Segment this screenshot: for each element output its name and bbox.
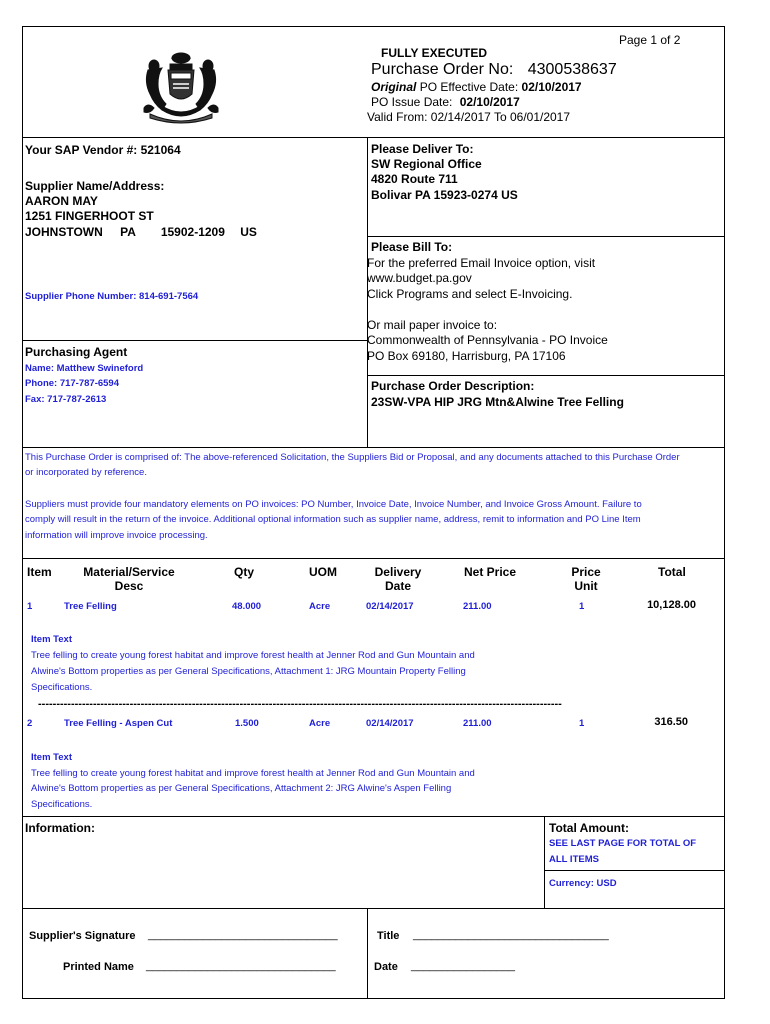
- row-2-desc: Tree Felling - Aspen Cut: [64, 718, 173, 729]
- agent-fax: Fax: 717-787-2613: [25, 394, 107, 405]
- row-2-text-line-3: Specifications.: [31, 799, 93, 810]
- bill-line-5: Commonwealth of Pennsylvania - PO Invoice: [367, 333, 608, 347]
- row-1-uom: Acre: [309, 601, 331, 612]
- header-desc-line-1: Material/Service: [83, 565, 175, 579]
- header-item: Item: [27, 565, 52, 579]
- supplier-signature-label: Supplier's Signature: [29, 930, 136, 942]
- original-label: Original: [371, 80, 417, 94]
- bill-line-1: For the preferred Email Invoice option, visit: [367, 256, 596, 270]
- coat-of-arms-seal: [140, 48, 222, 128]
- header-uom: UOM: [309, 565, 337, 579]
- header-delivery: [360, 565, 436, 593]
- supplier-city-line: [25, 225, 257, 239]
- row-1-price-unit: 1: [579, 601, 585, 612]
- header-delivery-line-2: Date: [384, 579, 411, 593]
- row-2-net-price: 211.00: [463, 718, 492, 729]
- row-1-text-line-2: Alwine's Bottom properties as per General Specifications, Attachment 1: JRG Mountain Property Felling: [31, 666, 466, 677]
- total-note-line-2: ALL ITEMS: [549, 854, 599, 865]
- supplier-phone: Supplier Phone Number: 814-691-7564: [25, 291, 199, 302]
- total-note-line-1: SEE LAST PAGE FOR TOTAL OF: [549, 838, 697, 849]
- header-delivery-line-1: Delivery: [374, 565, 422, 579]
- terms-p1-line-2: or incorporated by reference.: [25, 467, 147, 478]
- total-column-divider: [544, 816, 545, 908]
- supplier-heading: Supplier Name/Address:: [25, 179, 165, 193]
- table-top-divider: [22, 558, 725, 559]
- row-1-net-price: 211.00: [463, 601, 492, 612]
- signature-divider: [22, 908, 725, 909]
- header-price-unit: [556, 565, 616, 593]
- signature-column-divider: [367, 908, 368, 999]
- header-desc-line-2: Desc: [114, 579, 144, 593]
- row-2-text-label: Item Text: [31, 752, 73, 763]
- row-1-desc: Tree Felling: [64, 601, 117, 612]
- row-2-text-line-1: Tree felling to create young forest habitat and improve forest health at Jenner Rod and Gun Mountain and: [31, 768, 475, 779]
- deliver-line-1: SW Regional Office: [371, 157, 482, 171]
- supplier-zip: 15902-1209: [160, 225, 225, 239]
- description-text: 23SW-VPA HIP JRG Mtn&Alwine Tree Felling: [371, 395, 624, 409]
- issue-date-label: PO Issue Date:: [371, 95, 453, 109]
- row-separator: -----------------------------------------------------------------------------------------------------------------------------------------------: [38, 698, 562, 710]
- date-label: Date: [374, 961, 398, 973]
- printed-name-label: Printed Name: [63, 961, 134, 973]
- row-1-date: 02/14/2017: [366, 601, 414, 612]
- row-1-text-line-3: Specifications.: [31, 682, 93, 693]
- printed-name-field[interactable]: _______________________________: [146, 960, 336, 972]
- sap-vendor-number: Your SAP Vendor #: 521064: [25, 143, 181, 157]
- deliver-line-3: Bolivar PA 15923-0274 US: [371, 188, 518, 202]
- header-divider: [22, 137, 725, 138]
- row-1-text-label: Item Text: [31, 634, 73, 645]
- po-number-line: [371, 61, 617, 79]
- bill-heading: Please Bill To:: [371, 240, 453, 254]
- row-2-date: 02/14/2017: [366, 718, 414, 729]
- page-indicator: Page 1 of 2: [619, 33, 681, 47]
- header-total: Total: [658, 565, 686, 579]
- row-1-text-line-1: Tree felling to create young forest habitat and improve forest health at Jenner Rod and Gun Mountain and: [31, 650, 475, 661]
- row-2-total: 316.50: [654, 716, 688, 728]
- row-2-item: 2: [27, 718, 33, 729]
- row-2-text-line-2: Alwine's Bottom properties as per General Specifications, Attachment 2: JRG Alwine's Aspen Felling: [31, 783, 452, 794]
- effective-date: 02/10/2017: [521, 80, 582, 94]
- deliver-heading: Please Deliver To:: [371, 142, 474, 156]
- terms-p2-line-1: Suppliers must provide four mandatory elements on PO invoices: PO Number, Invoice Date, Invoice Number, and Invoice Gross Amount. Failure to: [25, 499, 642, 510]
- terms-p2-line-3: information will improve invoice processing.: [25, 530, 208, 541]
- terms-divider: [22, 447, 725, 448]
- table-bottom-divider: [22, 816, 725, 817]
- header-price-unit-line-2: Unit: [574, 579, 598, 593]
- terms-p1-line-1: This Purchase Order is comprised of: The above-referenced Solicitation, the Suppliers Bid or Proposal, and any documents attached to this Purchase Order: [25, 452, 680, 463]
- currency-label: Currency: USD: [549, 878, 617, 889]
- po-number-label: Purchase Order No:: [371, 61, 514, 78]
- row-1-item: 1: [27, 601, 33, 612]
- issue-date: 02/10/2017: [459, 95, 520, 109]
- bill-line-2: www.budget.pa.gov: [367, 271, 472, 285]
- status-label: FULLY EXECUTED: [381, 46, 488, 60]
- issue-date-line: [371, 95, 520, 109]
- po-number: 4300538637: [527, 61, 617, 78]
- description-heading: Purchase Order Description:: [371, 379, 535, 393]
- bill-divider: [367, 236, 725, 237]
- bill-line-4: Or mail paper invoice to:: [367, 318, 498, 332]
- supplier-name: AARON MAY: [25, 194, 98, 208]
- agent-phone: Phone: 717-787-6594: [25, 378, 119, 389]
- supplier-signature-field[interactable]: _______________________________: [148, 929, 338, 941]
- valid-dates: Valid From: 02/14/2017 To 06/01/2017: [367, 110, 571, 124]
- terms-p2-line-2: comply will result in the return of the invoice. Additional optional information such as supplier name, address, remit to information and PO Line Item: [25, 514, 641, 525]
- header-qty: Qty: [234, 565, 255, 579]
- title-field[interactable]: ________________________________: [413, 929, 609, 941]
- supplier-country: US: [240, 225, 257, 239]
- effective-date-line: [371, 80, 582, 94]
- header-desc: [64, 565, 194, 593]
- coat-of-arms-icon: [140, 48, 222, 128]
- supplier-street: 1251 FINGERHOOT ST: [25, 209, 154, 223]
- header-price-unit-line-1: Price: [571, 565, 601, 579]
- date-field[interactable]: _________________: [411, 960, 516, 972]
- row-1-total: 10,128.00: [647, 599, 696, 611]
- agent-heading: Purchasing Agent: [25, 345, 128, 359]
- header-net-price: Net Price: [464, 565, 517, 579]
- row-2-price-unit: 1: [579, 718, 585, 729]
- bill-line-6: PO Box 69180, Harrisburg, PA 17106: [367, 349, 566, 363]
- currency-divider: [544, 870, 725, 871]
- supplier-city: JOHNSTOWN: [25, 225, 103, 239]
- deliver-line-2: 4820 Route 711: [371, 172, 458, 186]
- effective-date-label: PO Effective Date:: [419, 80, 519, 94]
- description-divider: [367, 375, 725, 376]
- supplier-state: PA: [120, 225, 136, 239]
- row-2-uom: Acre: [309, 718, 331, 729]
- information-label: Information:: [25, 821, 95, 835]
- agent-divider: [22, 340, 367, 341]
- row-2-qty: 1.500: [235, 718, 259, 729]
- title-label: Title: [377, 930, 400, 942]
- total-amount-heading: Total Amount:: [549, 821, 629, 835]
- agent-name: Name: Matthew Swineford: [25, 363, 144, 374]
- row-1-qty: 48.000: [232, 601, 262, 612]
- bill-line-3: Click Programs and select E-Invoicing.: [367, 287, 573, 301]
